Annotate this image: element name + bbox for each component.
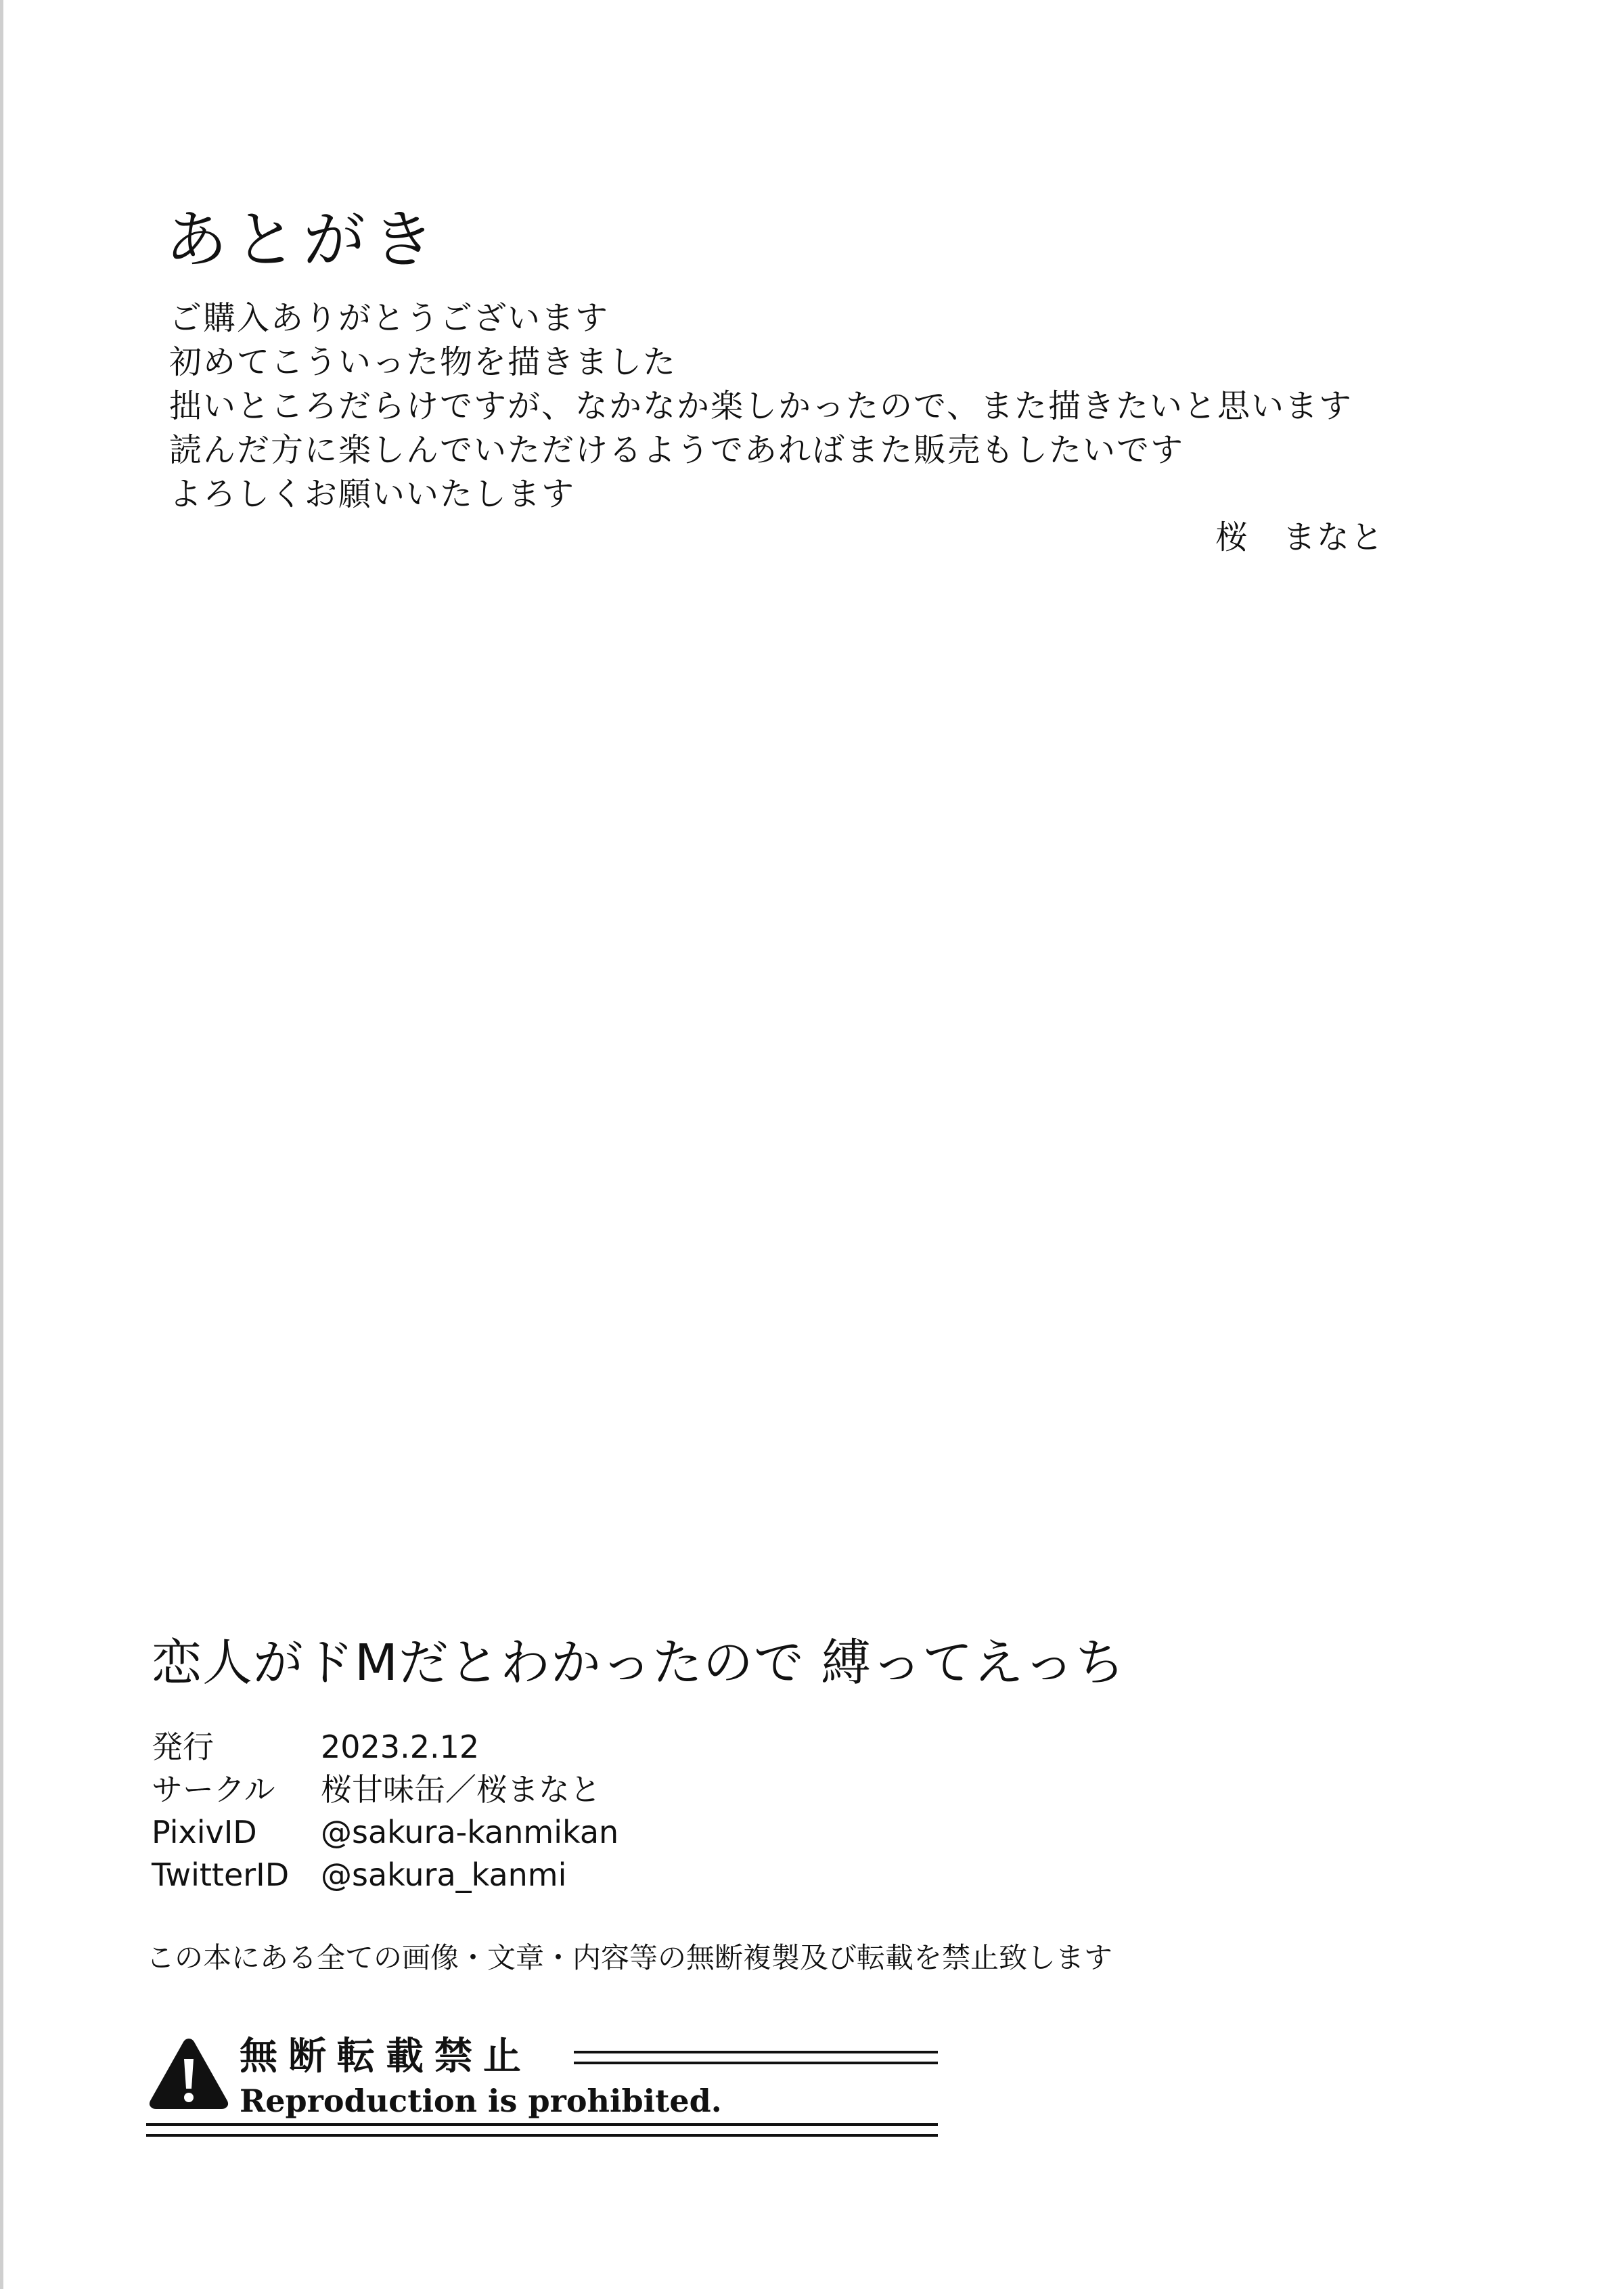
colophon-value: @sakura-kanmikan — [321, 1814, 619, 1850]
colophon-label: PixivID — [152, 1814, 257, 1850]
colophon-label: TwitterID — [152, 1857, 290, 1893]
afterword-title: あとがき — [165, 203, 442, 276]
afterword-line: 読んだ方に楽しんでいただけるようであればまた販売もしたいです — [169, 431, 1185, 469]
afterword-line: よろしくお願いいたします — [169, 475, 576, 513]
colophon-table — [152, 1726, 618, 1896]
warning-rule-top-1 — [574, 2051, 938, 2053]
copyright-notice: この本にある全ての画像・文章・内容等の無断複製及び転載を禁止致します — [146, 1941, 1113, 1974]
colophon-value: @sakura_kanmi — [321, 1857, 567, 1893]
colophon-label: サークル — [152, 1771, 275, 1808]
colophon-row-circle — [152, 1769, 618, 1811]
book-title: 恋人がドMだとわかったので 縛ってえっち — [152, 1634, 1126, 1692]
colophon-label: 発行 — [152, 1729, 214, 1765]
colophon-row-publish-date — [152, 1726, 618, 1769]
warning-rule-bottom-2 — [146, 2134, 938, 2137]
warning-rule-bottom-1 — [146, 2123, 938, 2126]
author-signature: 桜 まなと — [1215, 518, 1385, 556]
warning-english-text: Reproduction is prohibited. — [240, 2083, 722, 2119]
colophon-value: 桜甘味缶／桜まなと — [321, 1771, 601, 1808]
warning-triangle-icon — [146, 2035, 231, 2112]
reproduction-warning — [146, 2030, 938, 2139]
afterword-line: ご購入ありがとうございます — [169, 299, 610, 337]
afterword-line: 拙いところだらけですが、なかなか楽しかったので、また描きたいと思います — [169, 387, 1353, 425]
warning-japanese-text: 無断転載禁止 — [240, 2035, 532, 2079]
colophon-value: 2023.2.12 — [321, 1729, 480, 1765]
afterword-body — [169, 296, 1353, 516]
colophon-row-pixiv — [152, 1811, 618, 1854]
colophon-row-twitter — [152, 1854, 618, 1896]
page-edge — [0, 0, 3, 2289]
afterword-line: 初めてこういった物を描きました — [169, 343, 677, 381]
warning-rule-top-2 — [574, 2062, 938, 2064]
